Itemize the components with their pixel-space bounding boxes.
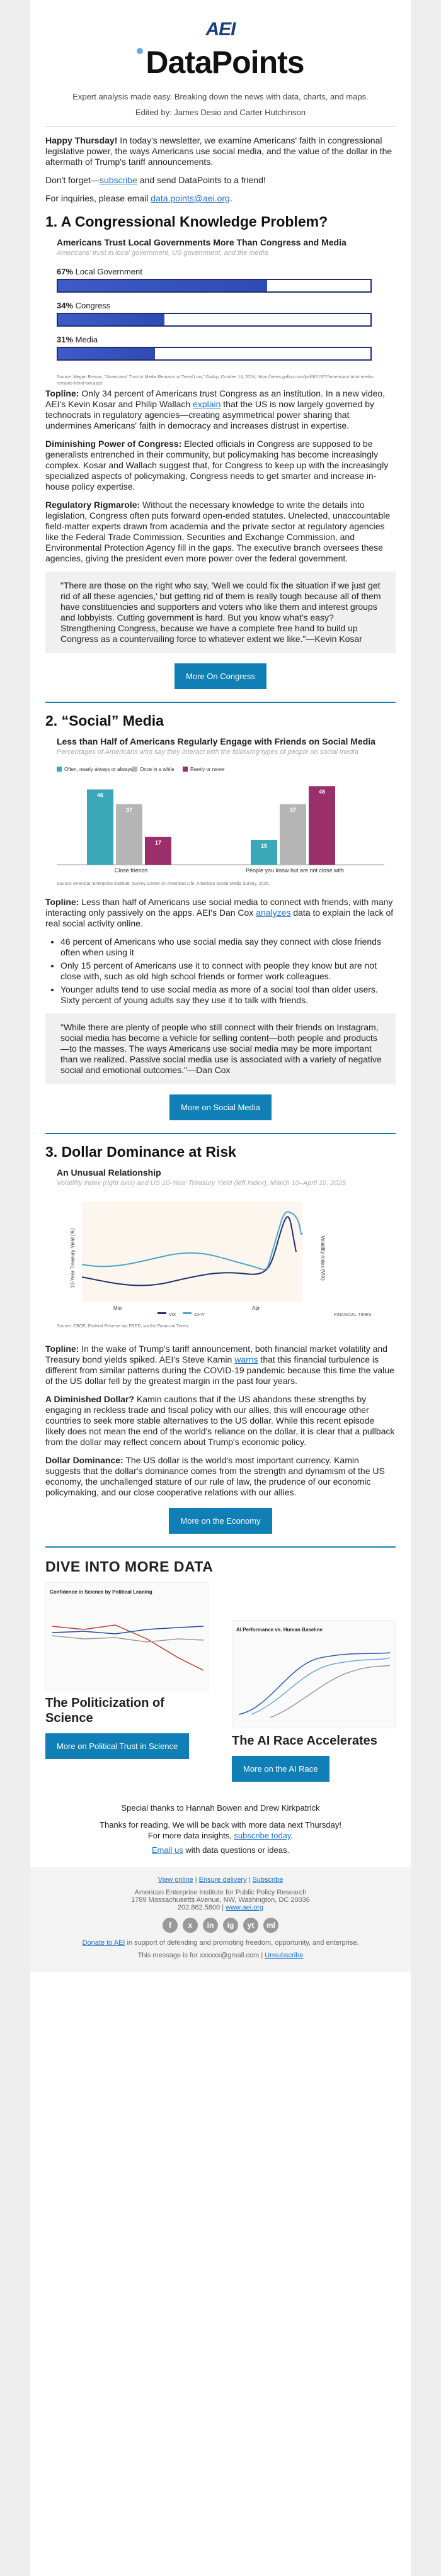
label: Regulatory Rigmarole: [45,500,140,510]
text: Kamin cautions that if the US abandons these strengths by engaging in reckless trade and fiscal policy with our allies, this will encourage other countries to seek more stable alternatives to the US dollar. While this recent episode likely does not mean the end of the world's reliance on the dollar, it is clear that a pullback from the dollar may reflect concern about Trump's economic policy. [45,1394,395,1447]
s3-para3 [45,1455,396,1498]
text: with data questions or ideas. [183,1845,290,1855]
x-label-mar: Mar [113,1305,122,1311]
bar-local [57,279,372,293]
list-item: • Younger adults tend to use social media as more of a social tool than older users. Sixty percent of young adults say they use it to talk with friends. [60,984,396,1006]
section-1-heading: 1. A Congressional Knowledge Problem? [45,213,328,230]
chart-title: An Unusual Relationship [57,1167,161,1178]
section-3 [30,1144,411,1534]
bar-label-congress [57,300,384,311]
facebook-icon[interactable]: f [163,1918,178,1933]
text: Elected officials in Congress are supposed to be generalists entrenched in their community, but policymaking has become increasingly complex. Kosar and Wallach suggest that, for Congress to keep up with the increasingly specialized aspects of policymaking, Congress needs to get smarter and increase in-house policy expertise. [45,439,389,492]
btn-wrap [45,1094,396,1120]
btn-wrap [45,663,396,689]
dive-title: The Politicization of Science [45,1696,164,1725]
legend-often: Often, nearly always or always [64,767,133,772]
editors: Edited by: James Desio and Carter Hutchinson [135,108,306,117]
inquiry-pre: For inquiries, please email [45,193,151,203]
text: In the wake of Trump's tariff announcement, both financial market volatility and Treasury bond yields spiked. AEI's Steve Kamin [45,1344,387,1364]
series-line [270,1665,390,1718]
label: Topline: [45,897,79,907]
legend-swatch [183,1312,192,1314]
thumb-title: AI Performance vs. Human Baseline [236,1627,323,1633]
analyzes-link[interactable]: analyzes [256,908,291,918]
social-icons [30,1918,411,1933]
s1-topline [45,388,396,431]
ft-note: FINANCIAL TIMES [334,1313,372,1317]
bar-text: Media [75,335,98,344]
more-political-trust-button[interactable]: More on Political Trust in Science [45,1733,189,1759]
list-item: • Only 15 percent of Americans use it to connect with people they know but are not close with, such as old high school friends or former work colleagues. [60,960,396,982]
subscribe-link[interactable]: subscribe [99,175,137,185]
subscribe-footer-link[interactable]: Subscribe [252,1876,284,1884]
dive-item-ai [232,1582,396,1782]
explain-link[interactable]: explain [193,399,221,409]
bar-text: Local Government [75,267,142,276]
y-right-label: Volatility Index (VIX) [320,1235,326,1281]
series-line [251,1658,390,1714]
bar [280,804,306,865]
newsletter-page [30,0,411,2576]
dive-heading: DIVE INTO MORE DATA [45,1558,214,1575]
legend-yield: 10-Yr [194,1313,205,1317]
more-ai-race-button[interactable]: More on the AI Race [232,1756,329,1782]
label: Dollar Dominance: [45,1455,123,1465]
unsubscribe-link[interactable]: Unsubscribe [265,1952,304,1959]
bar [309,786,335,865]
thumb-svg [46,1601,209,1689]
thumb-title: Confidence in Science by Political Leaning [50,1589,152,1595]
tagline: Expert analysis made easy. Breaking down the news with data, charts, and maps. [72,92,369,101]
bar-media [57,347,372,361]
youtube-icon[interactable]: yt [243,1918,258,1933]
header [30,0,411,117]
chart-source: Source: CBOE, Federal Reserve via FRED, via the Financial Times. [57,1324,190,1329]
legend-once: Once in a while [140,767,175,772]
trust-chart [57,237,384,386]
bar-congress [57,313,372,327]
brand-title: DataPoints [146,45,304,80]
series-line [52,1636,203,1642]
bar-value: 37 [289,806,297,813]
ensure-delivery-link[interactable]: Ensure delivery [198,1876,247,1884]
section-divider [45,1546,396,1548]
s1-para2 [45,439,396,492]
footer-links: View online | Ensure delivery | Subscribe [158,1876,284,1884]
chart-subtitle: Americans' trust in local government, US government, and the media [57,249,268,257]
bar-label-media [57,334,384,345]
bar-fill [58,314,164,325]
chart-title: Less than Half of Americans Regularly Engage with Friends on Social Media [57,736,375,746]
chart-title: Americans Trust Local Governments More Than Congress and Media [57,237,346,247]
text: Only 34 percent of Americans trust Congress as an institution. In a new video, AEI's Kevin Kosar and Philip Wallach [45,388,385,409]
legend-swatch [57,767,62,772]
bar-label-local [57,266,384,277]
forward-line [45,175,396,186]
linkedin-icon[interactable]: in [203,1918,218,1933]
bar-value: 15 [260,843,268,849]
chart-subtitle: Volatility index (right axis) and US 10-Year Treasury Yield (left index), March 10–April 10, 2025 [57,1179,346,1187]
dive-title: The AI Race Accelerates [232,1734,377,1748]
divider [45,126,396,127]
bar-text: Congress [75,301,111,310]
s2-topline [45,897,396,929]
dive-section [30,1558,411,1782]
label: Diminishing Power of Congress: [45,439,182,449]
kosar-quote: "There are those on the right who say, 'Well we could fix the situation if we just get rid of all these agencies,' but getting rid of them is really tough because all of them have constituencies and supporters and voters who like them and interest groups and lobbyists. Cutting government is hard. But you know what's easy? Strengthening Congress, because we have a complete free hand to build up Congress as a countervailing force to whatever extent we like."—Kevin Kosar [45,571,396,653]
label: Topline: [45,388,79,398]
closing-line2 [30,1831,411,1840]
legend-rarely: Rarely or never [190,767,225,772]
closing [30,1803,411,1855]
text: that the US is now largely governed by technocrats in regulatory agencies—creating asymmetrical power sharing that undermines Americans' faith in democracy and increases distrust in expertise. [45,399,374,430]
bar [116,804,142,865]
mail-icon[interactable]: ml [263,1918,278,1933]
intro [30,135,411,689]
bar-value: 48 [318,789,326,796]
text: For more data insights, [147,1831,234,1840]
inquiry-post: . [229,193,232,203]
s2-bullets [45,936,396,1006]
chart-subtitle: Percentages of Americans who say they interact with the following types of people on social media [57,748,358,756]
social-chart [57,736,384,884]
section-2-heading: 2. “Social” Media [45,712,164,729]
footer [30,1867,411,1972]
label: A Diminished Dollar? [45,1394,135,1404]
phone: 202.862.5800 [177,1904,220,1911]
email-us-link[interactable]: Email us [151,1845,183,1855]
contact: 202.862.5800 | www.aei.org [177,1904,264,1911]
bar-group [87,786,335,865]
instagram-icon[interactable]: ig [223,1918,238,1933]
bar-fill [58,280,267,291]
dollar-line-svg [57,1195,384,1321]
bar-fill [58,348,155,359]
group-label-acquaint: People you know but are not close with [245,867,345,874]
thanks: Special thanks to Hannah Bowen and Drew Kirkpatrick [121,1803,320,1813]
dot-icon [137,48,143,54]
intro-body: In today's newsletter, we examine Americans' faith in congressional legislative power, the ways Americans use social media, and the value of the dollar in the aftermath of Trump's tariff announcements. [45,135,392,167]
legend-swatch [132,767,137,772]
forward-pre: Don't forget— [45,175,100,185]
section-divider [45,702,396,703]
bar-pct: 31% [57,335,74,344]
bar-value: 46 [96,792,104,799]
bar [87,789,113,865]
text: that this financial turbulence is different from similar patterns during the COVID-19 pandemic because this time the value of the US dollar fell by the greatest margin in the past four years. [45,1354,394,1386]
unsub-line [30,1952,411,1959]
closing-line3 [30,1845,411,1855]
datapoints-logo [30,44,411,81]
email-link[interactable]: data.points@aei.org [151,193,230,203]
inquiry-line [45,193,396,204]
s3-para2 [45,1394,396,1448]
plot-area [82,1201,302,1302]
legend-swatch [183,767,188,772]
text: Less than half of Americans use social media to connect with friends, with many interacting only passively on the apps. AEI's Dan Cox [45,897,393,918]
x-label-apr: Apr [252,1305,260,1311]
org-name: American Enterprise Institute for Public Policy Research [134,1889,307,1896]
s1-para3 [45,500,396,564]
y-left-label: 10-Year Treasury Yield (%) [70,1228,76,1288]
text: in support of defending and promoting freedom, opportunity, and enterprise. [125,1939,359,1947]
ai-chart-thumbnail[interactable] [232,1620,396,1728]
bar-pct: 67% [57,267,74,276]
bar-pct: 34% [57,301,74,310]
forward-post: and send DataPoints to a friend! [137,175,266,185]
address: 1789 Massachusetts Avenue, NW, Washington, DC 20036 [131,1896,310,1904]
label: Topline: [45,1344,79,1354]
dive-item-science [45,1582,209,1782]
donate-link[interactable]: Donate to AEI [82,1939,125,1947]
x-icon[interactable]: x [183,1918,198,1933]
dive-grid [45,1582,396,1782]
more-on-social-media-button[interactable]: More on Social Media [169,1094,272,1120]
intro-text [45,135,396,167]
donate-line [30,1939,411,1947]
thumb-svg [232,1639,395,1727]
legend-vix: VIX [169,1313,176,1317]
bar-value: 17 [154,839,162,846]
btn-wrap [45,1508,396,1534]
section-divider [45,1133,396,1134]
more-on-economy-button[interactable]: More on the Economy [169,1508,272,1534]
text: The US dollar is the world's most important currency. Kamin suggests that the dollar's dominance comes from the strength and dynamism of the US economy, the unchallenged stature of our rule of law, the prudence of our economic policymaking, and our close cooperative relations with our allies. [45,1455,385,1497]
site-link[interactable]: www.aei.org [226,1904,264,1911]
section-3-heading: 3. Dollar Dominance at Risk [45,1144,236,1160]
chart-source: Source: American Enterprise Institute, Survey Center on American Life, American Social Media Survey, 2025. [57,882,270,886]
more-on-congress-button[interactable]: More On Congress [175,663,266,689]
group-label-close: Close friends [114,867,148,874]
s3-topline [45,1344,396,1386]
science-chart-thumbnail[interactable] [45,1582,209,1690]
section-2 [30,712,411,1120]
bar-value: 37 [125,806,133,813]
warns-link[interactable]: warns [234,1354,258,1364]
subscribe-today-link[interactable]: subscribe today [234,1831,291,1840]
list-item: • 46 percent of Americans who use social media say they connect with close friends often when using it [60,936,396,958]
text: . [290,1831,294,1840]
text: Without the necessary knowledge to write the details into legislation, Congress often puts forward open-ended statutes. Unelected, unaccountable field-matter experts drawn from academia and the private sector at regulatory agencies like the Federal Trade Commission, Securities and Exchange Commission, and Environmental Protection Agency fill in the gaps. The executive branch oversees these agencies, giving the president even more power over the federal government. [45,500,391,563]
view-online-link[interactable]: View online [158,1876,193,1884]
social-bars-svg [57,764,384,877]
text: This message is for xxxxxx@gmail.com | [137,1952,265,1959]
cox-quote: "While there are plenty of people who still connect with their friends on Instagram, social media has become a vehicle for selling content—both people and products—to the masses. The ways Americans use social media may be more important than we realized. Passive social media use is associated with a variety of negative social and emotional outcomes."—Dan Cox [45,1013,396,1084]
aei-logo[interactable]: AEI [205,19,236,40]
text: data to explain the lack of real social activity online. [45,908,394,928]
greeting: Happy Thursday! [45,135,118,145]
series-line [239,1653,390,1714]
chart-source: Source: Megan Brenan, "Americans' Trust in Media Remains at Trend Low," Gallup, October 14, 2024, https://news.gallup.com/poll/651977/americans-trust-media-remains-trend-low.aspx. [57,375,374,386]
legend-swatch [158,1312,166,1314]
closing-line1: Thanks for reading. We will be back with more data next Thursday! [100,1820,341,1830]
dollar-chart [57,1167,384,1331]
